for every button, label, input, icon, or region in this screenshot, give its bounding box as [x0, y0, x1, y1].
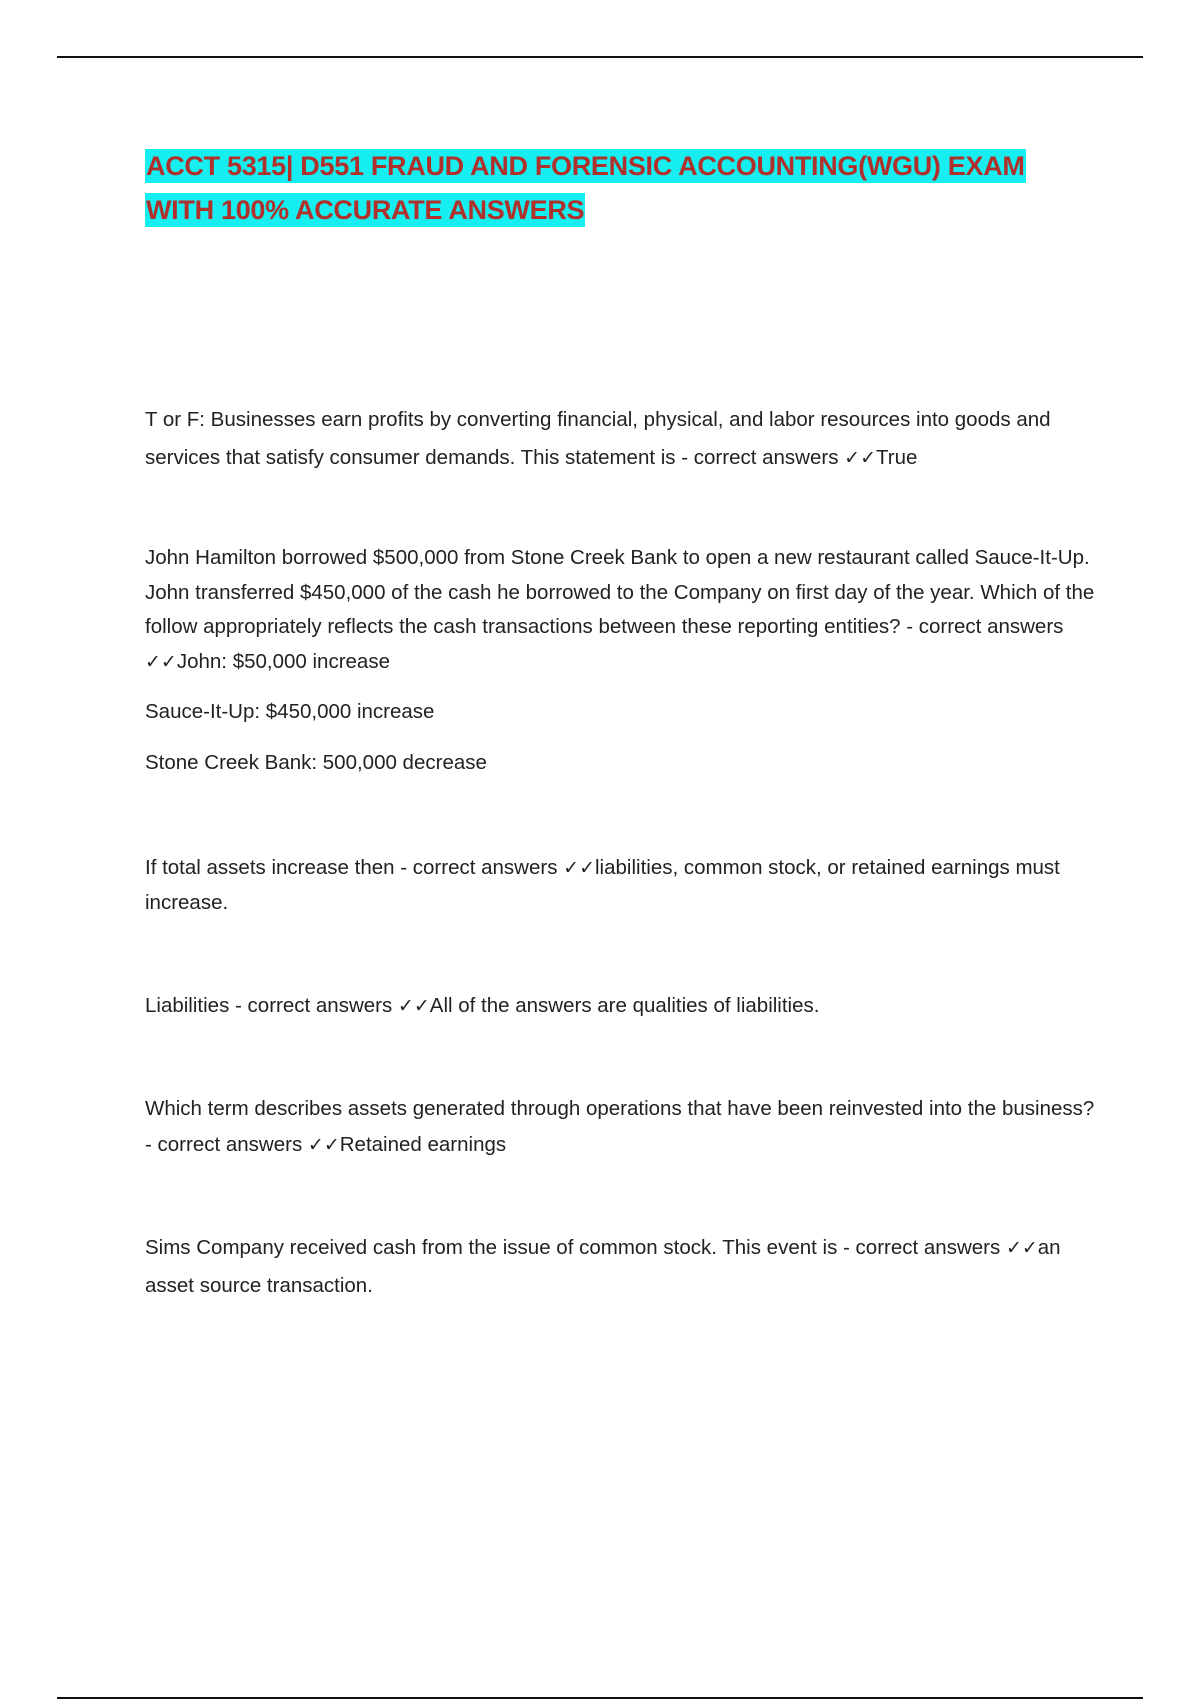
qa-item-5	[145, 1091, 1095, 1163]
answer-text: an asset source transaction.	[145, 1236, 1061, 1297]
answer-line: Stone Creek Bank: 500,000 decrease	[145, 750, 487, 774]
qa-item-1	[145, 401, 1095, 477]
top-divider	[57, 56, 1143, 58]
qa-item-2	[145, 541, 1095, 780]
qa-item-6	[145, 1229, 1095, 1305]
answer-text: All of the answers are qualities of liabilities.	[429, 994, 820, 1017]
qa-item-text	[145, 1229, 1095, 1305]
document-title	[145, 144, 1095, 232]
check-mark-icon: ✓✓	[844, 447, 876, 469]
qa-item-text	[145, 401, 1095, 477]
check-mark-icon: ✓✓	[1005, 1237, 1038, 1259]
qa-item-text	[145, 851, 1095, 920]
qa-item-text	[145, 1091, 1095, 1163]
answer-text: John: $50,000 increase	[176, 649, 390, 673]
qa-item-text	[145, 541, 1095, 679]
answer-line: Sauce-It-Up: $450,000 increase	[145, 700, 435, 723]
check-mark-icon: ✓✓	[145, 650, 177, 673]
qa-item-4	[145, 989, 1095, 1024]
question-text: Liabilities - correct answers	[145, 994, 398, 1017]
question-text: Which term describes assets generated through operations that have been reinvested into the business? - correct answers	[145, 1097, 1095, 1156]
answer-text: True	[876, 446, 918, 469]
question-text: T or F: Businesses earn profits by converting financial, physical, and labor resources into goods and services that satisfy consumer demands. This statement is - correct answers	[145, 408, 1051, 469]
title-highlight: ACCT 5315| D551 FRAUD AND FORENSIC ACCOUNTING(WGU) EXAM WITH 100% ACCURATE ANSWERS	[146, 151, 1025, 225]
check-mark-icon: ✓✓	[307, 1134, 340, 1156]
bottom-divider	[57, 1697, 1143, 1699]
check-mark-icon: ✓✓	[563, 857, 595, 879]
answer-text: liabilities, common stock, or retained earnings must increase.	[145, 856, 1060, 914]
qa-item-3	[145, 851, 1095, 920]
question-text: If total assets increase then - correct answers	[145, 856, 564, 879]
qa-item-text	[145, 989, 1095, 1024]
answer-text: Retained earnings	[339, 1133, 507, 1156]
check-mark-icon: ✓✓	[397, 995, 430, 1017]
question-text: Sims Company received cash from the issue of common stock. This event is - correct answers	[145, 1236, 1006, 1259]
question-text: John Hamilton borrowed $500,000 from Stone Creek Bank to open a new restaurant called Sauce-It-Up. John transferred $450,000 of the cash he borrowed to the Company on first day of the year. Which of the follow appropriately reflects the cash transactions between these reporting entities? - correct answers	[145, 546, 1095, 638]
